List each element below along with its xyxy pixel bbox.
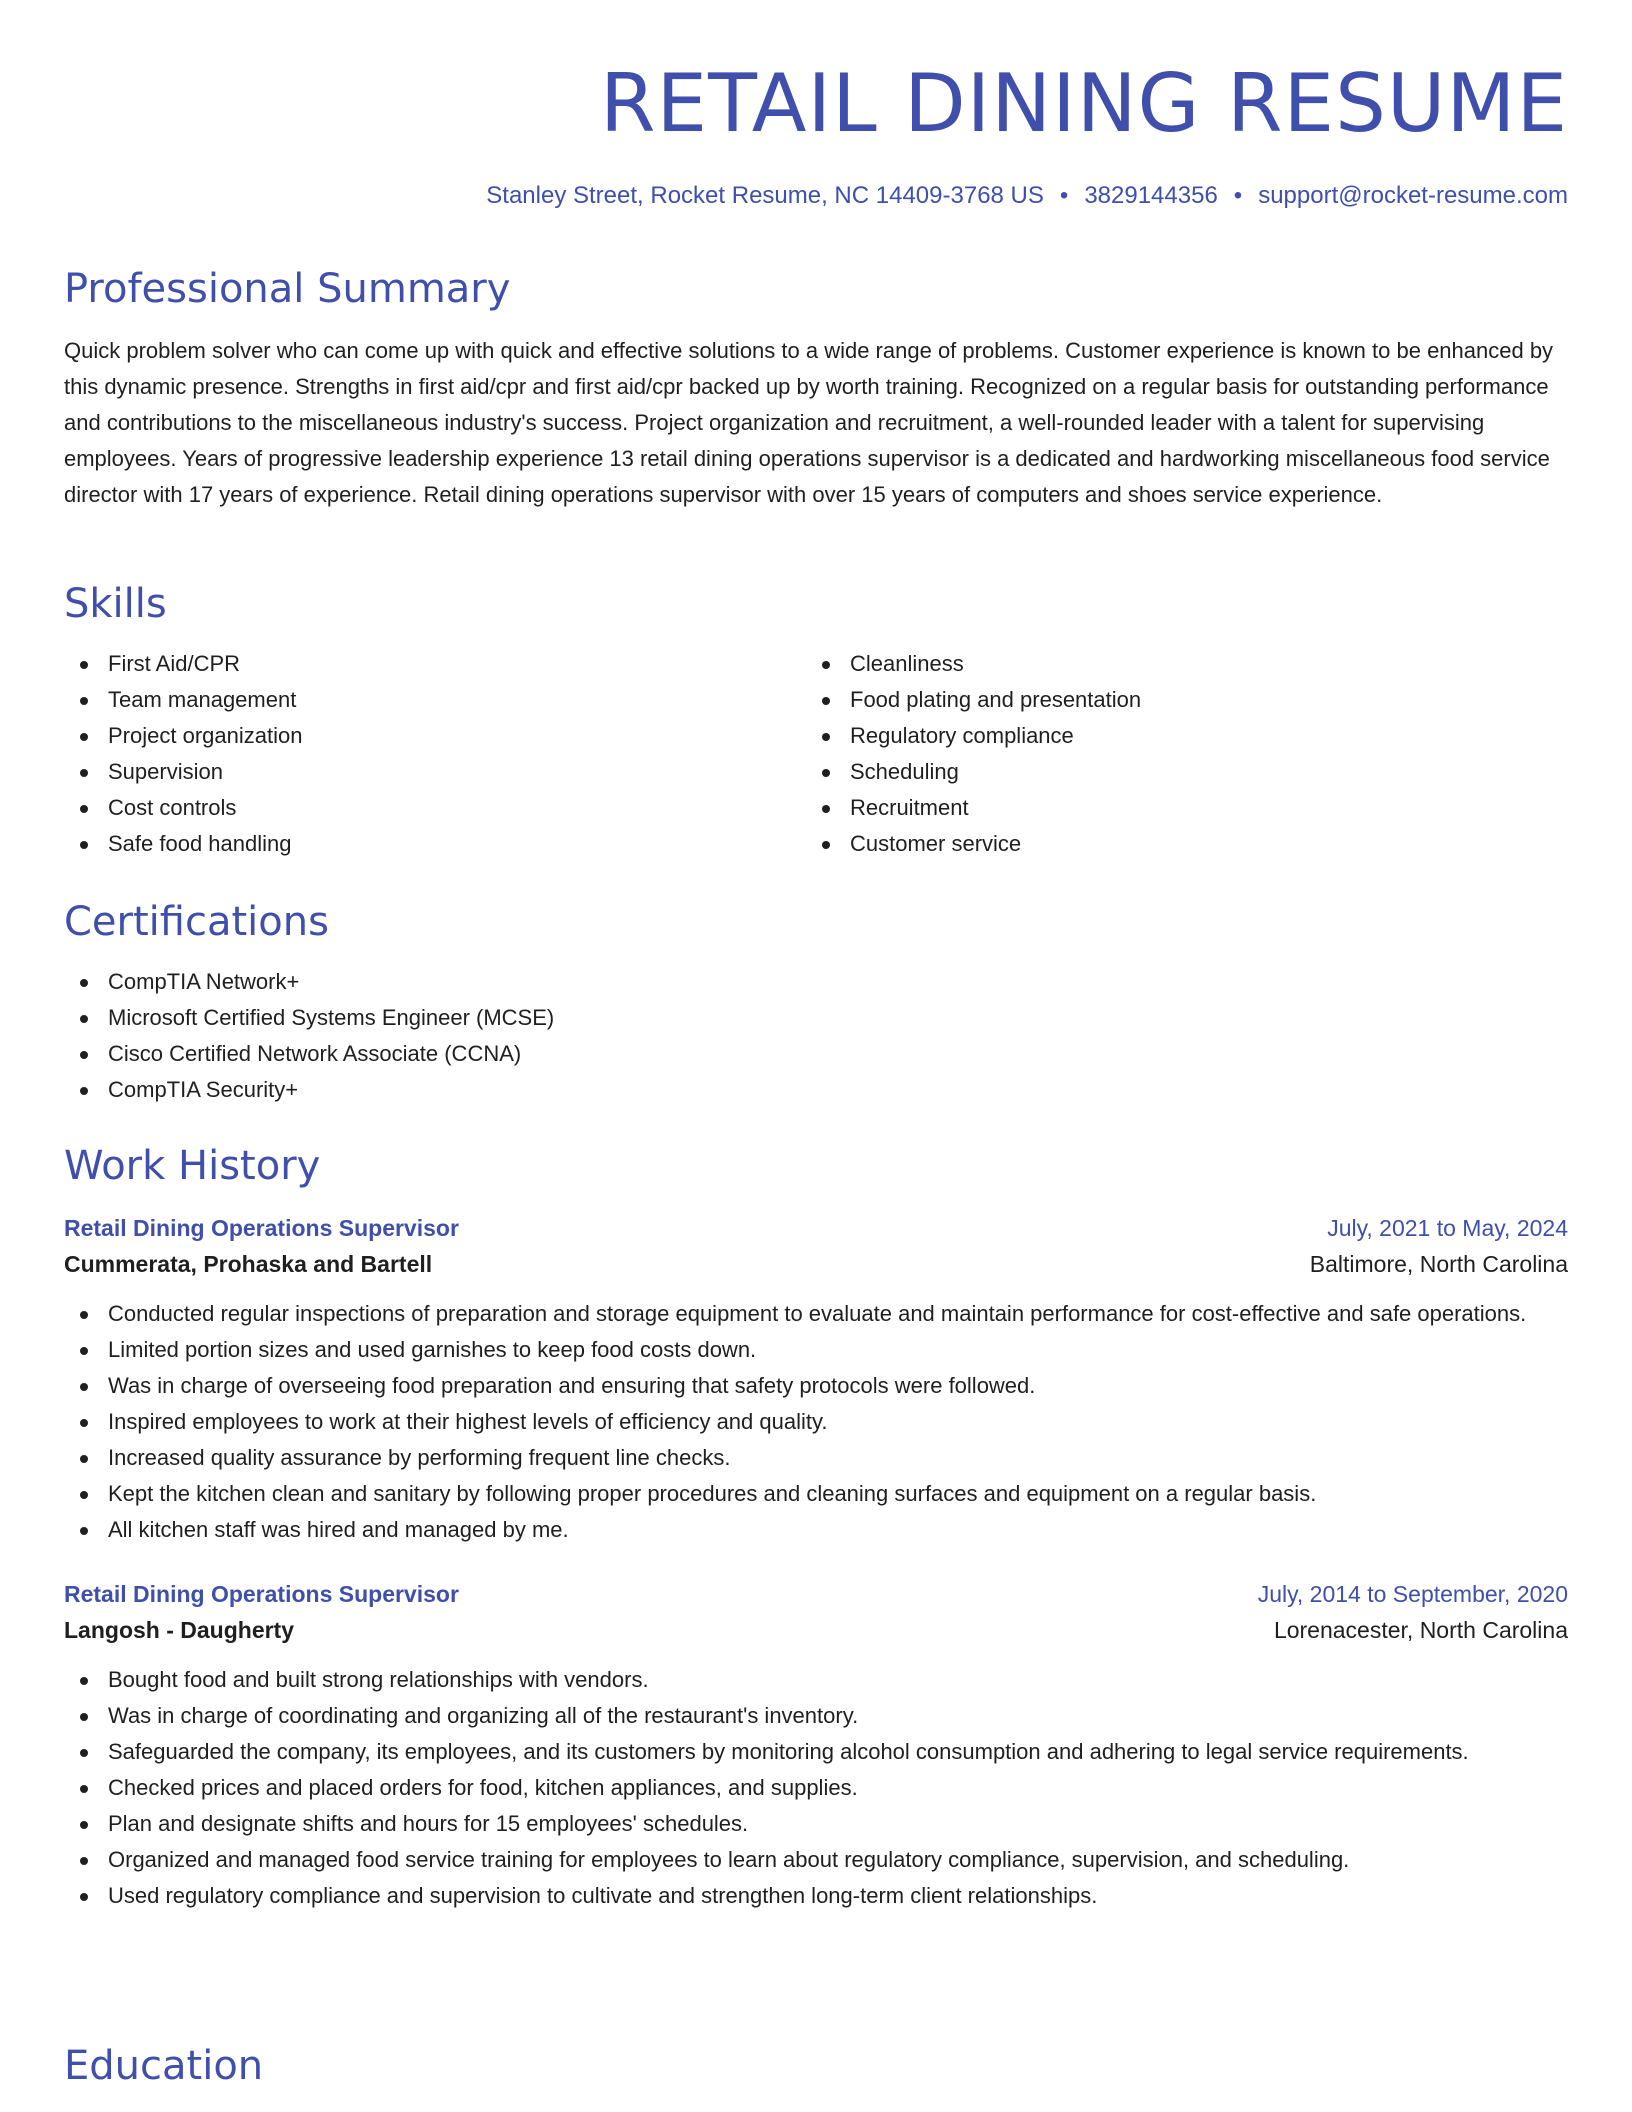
job-company: Cummerata, Prohaska and Bartell [64,1251,433,1277]
job-duties-list [64,1662,1568,1914]
contact-phone: 3829144356 [1084,182,1218,209]
job-location: Baltimore, North Carolina [1309,1251,1568,1277]
job-entry [64,1210,1568,1548]
skill-item: Cleanliness [806,646,1548,682]
job-duty-item: Conducted regular inspections of preparation and storage equipment to evaluate and maintain performance for cost-effective and safe operations. [64,1296,1568,1332]
contact-address: Stanley Street, Rocket Resume, NC 14409-3768 US [486,182,1044,209]
work-history-heading: Work History [64,1143,321,1189]
job-company-row [64,1612,1568,1648]
skill-item: Team management [64,682,806,718]
skill-item: First Aid/CPR [64,646,806,682]
job-duty-item: Safeguarded the company, its employees, and its customers by monitoring alcohol consumption and adhering to legal service requirements. [64,1734,1568,1770]
job-header-row [64,1210,1568,1246]
job-location: Lorenacester, North Carolina [1273,1617,1568,1643]
job-duty-item: Limited portion sizes and used garnishes to keep food costs down. [64,1332,1568,1368]
job-duty-item: Kept the kitchen clean and sanitary by following proper procedures and cleaning surfaces and equipment on a regular basis. [64,1476,1568,1512]
work-history-section [64,1142,1568,1914]
contact-line [64,180,1568,212]
certifications-section [64,898,1568,1108]
job-duty-item: Was in charge of overseeing food preparation and ensuring that safety protocols were followed. [64,1368,1568,1404]
skills-list-left [64,646,806,862]
job-duty-item: Organized and managed food service training for employees to learn about regulatory compliance, supervision, and scheduling. [64,1842,1568,1878]
contact-separator: • [1233,182,1243,209]
job-duty-item: Bought food and built strong relationships with vendors. [64,1662,1568,1698]
job-company-row [64,1246,1568,1282]
skill-item: Recruitment [806,790,1548,826]
job-header-row [64,1576,1568,1612]
skill-item: Project organization [64,718,806,754]
certification-item: CompTIA Network+ [64,964,1568,1000]
education-section [64,2042,1568,2090]
resume-title: RETAIL DINING RESUME [599,57,1568,150]
skill-item: Customer service [806,826,1548,862]
certification-item: Cisco Certified Network Associate (CCNA) [64,1036,1568,1072]
skill-item: Regulatory compliance [806,718,1548,754]
job-title: Retail Dining Operations Supervisor [64,1581,459,1607]
skills-heading: Skills [64,581,167,627]
skills-columns [64,646,1568,862]
certifications-list [64,964,1568,1108]
skills-column-left [64,646,806,862]
skill-item: Supervision [64,754,806,790]
job-dates: July, 2021 to May, 2024 [1327,1215,1568,1241]
skills-list-right [806,646,1548,862]
contact-separator: • [1059,182,1069,209]
skills-section [64,580,1568,862]
job-duty-item: Checked prices and placed orders for food, kitchen appliances, and supplies. [64,1770,1568,1806]
job-company: Langosh - Daugherty [64,1617,295,1643]
job-dates: July, 2014 to September, 2020 [1257,1581,1568,1607]
education-heading: Education [64,2043,264,2089]
summary-section [64,265,1568,513]
skill-item: Cost controls [64,790,806,826]
job-title: Retail Dining Operations Supervisor [64,1215,459,1241]
summary-heading: Professional Summary [64,266,511,312]
summary-text: Quick problem solver who can come up with quick and effective solutions to a wide range of problems. Customer experience is known to be enhanced by this dynamic presence. Strengths in first aid/cpr and first aid/cpr backed up by worth training. Recognized on a regular basis for outstanding performance and contributions to the miscellaneous industry's success. Project organization and recruitment, a well-rounded leader with a talent for supervising employees. Years of progressive leadership experience 13 retail dining operations supervisor is a dedicated and hardworking miscellaneous food service director with 17 years of experience. Retail dining operations supervisor with over 15 years of computers and shoes service experience. [64,338,1554,507]
job-duty-item: Inspired employees to work at their highest levels of efficiency and quality. [64,1404,1568,1440]
job-duties-list [64,1296,1568,1548]
resume-page [64,0,1568,2089]
skills-column-right [806,646,1548,862]
certification-item: CompTIA Security+ [64,1072,1568,1108]
skill-item: Safe food handling [64,826,806,862]
certifications-heading: Certifications [64,899,329,945]
job-duty-item: Used regulatory compliance and supervision to cultivate and strengthen long-term client relationships. [64,1878,1568,1914]
job-duty-item: Was in charge of coordinating and organizing all of the restaurant's inventory. [64,1698,1568,1734]
job-duty-item: All kitchen staff was hired and managed by me. [64,1512,1568,1548]
job-duty-item: Plan and designate shifts and hours for 15 employees' schedules. [64,1806,1568,1842]
skill-item: Food plating and presentation [806,682,1548,718]
job-entry [64,1576,1568,1914]
contact-email[interactable]: support@rocket-resume.com [1258,182,1568,209]
certification-item: Microsoft Certified Systems Engineer (MCSE) [64,1000,1568,1036]
skill-item: Scheduling [806,754,1548,790]
job-duty-item: Increased quality assurance by performing frequent line checks. [64,1440,1568,1476]
